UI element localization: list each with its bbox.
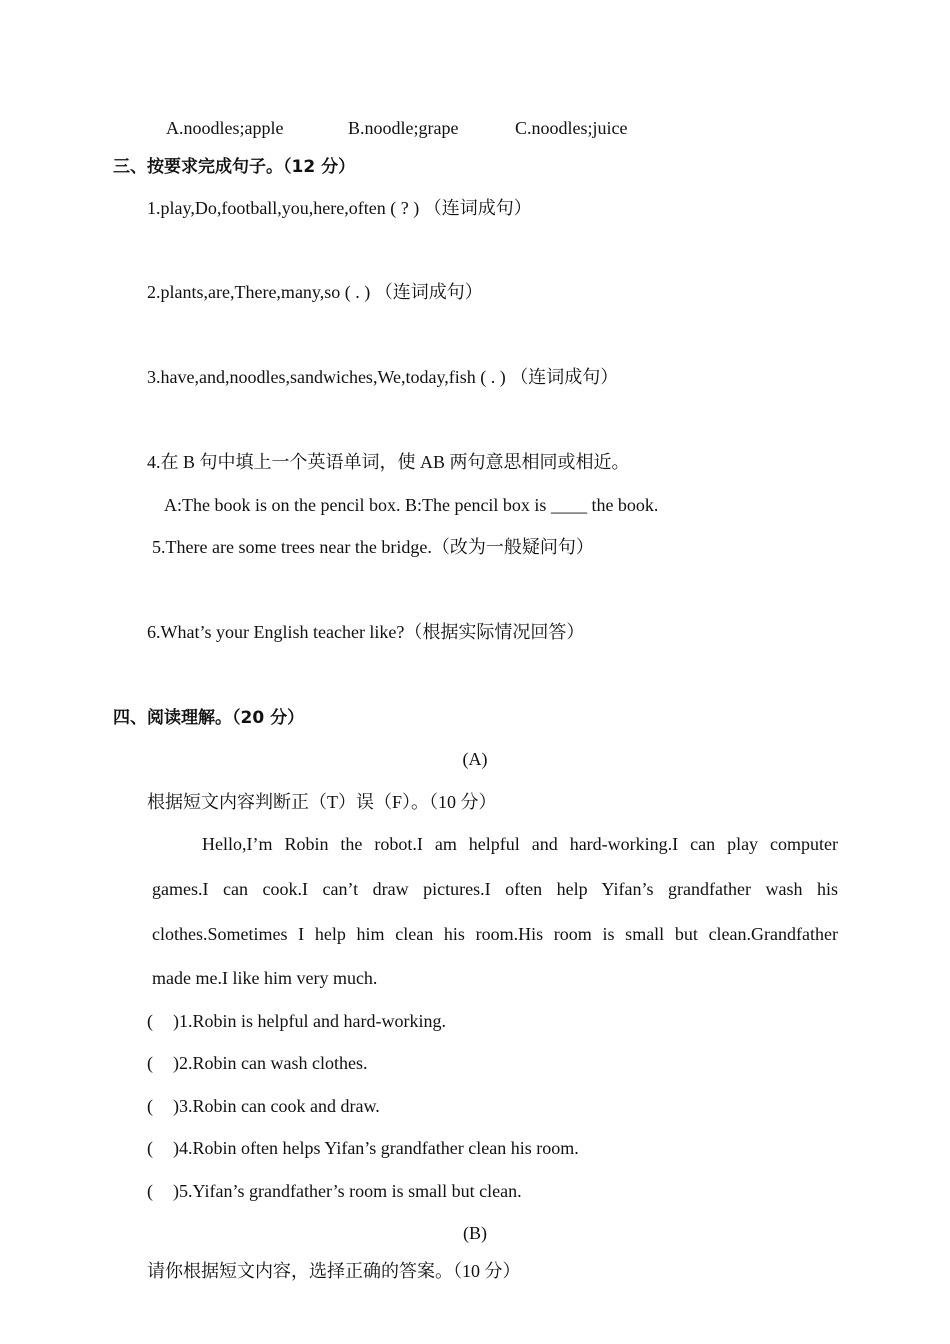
answer-blank[interactable]: ( — [147, 1181, 153, 1201]
section3-item-2: 2.plants,are,There,many,so ( . ) （连词成句） — [147, 282, 483, 302]
section3-item-6: 6.What’s your English teacher like?（根据实际情况回答） — [147, 622, 585, 642]
section3-item-4-sentences: A:The book is on the pencil box. B:The pencil box is ____ the book. — [164, 495, 659, 515]
section4-title: 四、阅读理解。（20 分） — [113, 708, 305, 728]
passage-line-1: Hello,I’m Robin the robot.I am helpful and hard-working.I can play computer — [202, 834, 838, 854]
option-c: C.noodles;juice — [515, 118, 628, 138]
passage-line-2: games.I can cook.I can’t draw pictures.I often help Yifan’s grandfather wash his — [152, 879, 838, 899]
tf-question-3: ( )3.Robin can cook and draw. — [147, 1096, 380, 1116]
section3-item-3: 3.have,and,noodles,sandwiches,We,today,fish ( . ) （连词成句） — [147, 367, 619, 387]
part-a-label: (A) — [462, 749, 488, 769]
answer-blank[interactable]: ( — [147, 1053, 153, 1073]
part-a-instruction: 根据短文内容判断正（T）误（F）。（10 分） — [147, 792, 497, 812]
tf-question-1: ( )1.Robin is helpful and hard-working. — [147, 1011, 446, 1031]
part-b-label: (B) — [463, 1223, 487, 1243]
passage-line-3: clothes.Sometimes I help him clean his room.His room is small but clean.Grandfather — [152, 924, 838, 944]
option-a: A.noodles;apple — [166, 118, 284, 138]
passage-line-4: made me.I like him very much. — [152, 968, 378, 988]
tf-question-2: ( )2.Robin can wash clothes. — [147, 1053, 368, 1073]
answer-blank[interactable]: ( — [147, 1011, 153, 1031]
section3-item-1: 1.play,Do,football,you,here,often ( ? ) （连词成句） — [147, 198, 532, 218]
section3-item-5: 5.There are some trees near the bridge.（改为一般疑问句） — [152, 537, 594, 557]
part-b-instruction: 请你根据短文内容，选择正确的答案。（10 分） — [147, 1261, 521, 1281]
section3-title: 三、按要求完成句子。（12 分） — [113, 157, 356, 177]
option-b: B.noodle;grape — [348, 118, 459, 138]
tf-question-4: ( )4.Robin often helps Yifan’s grandfather clean his room. — [147, 1138, 579, 1158]
tf-question-5: ( )5.Yifan’s grandfather’s room is small but clean. — [147, 1181, 522, 1201]
answer-blank[interactable]: ( — [147, 1096, 153, 1116]
answer-blank[interactable]: ( — [147, 1138, 153, 1158]
section3-item-4: 4.在 B 句中填上一个英语单词，使 AB 两句意思相同或相近。 — [147, 452, 630, 472]
